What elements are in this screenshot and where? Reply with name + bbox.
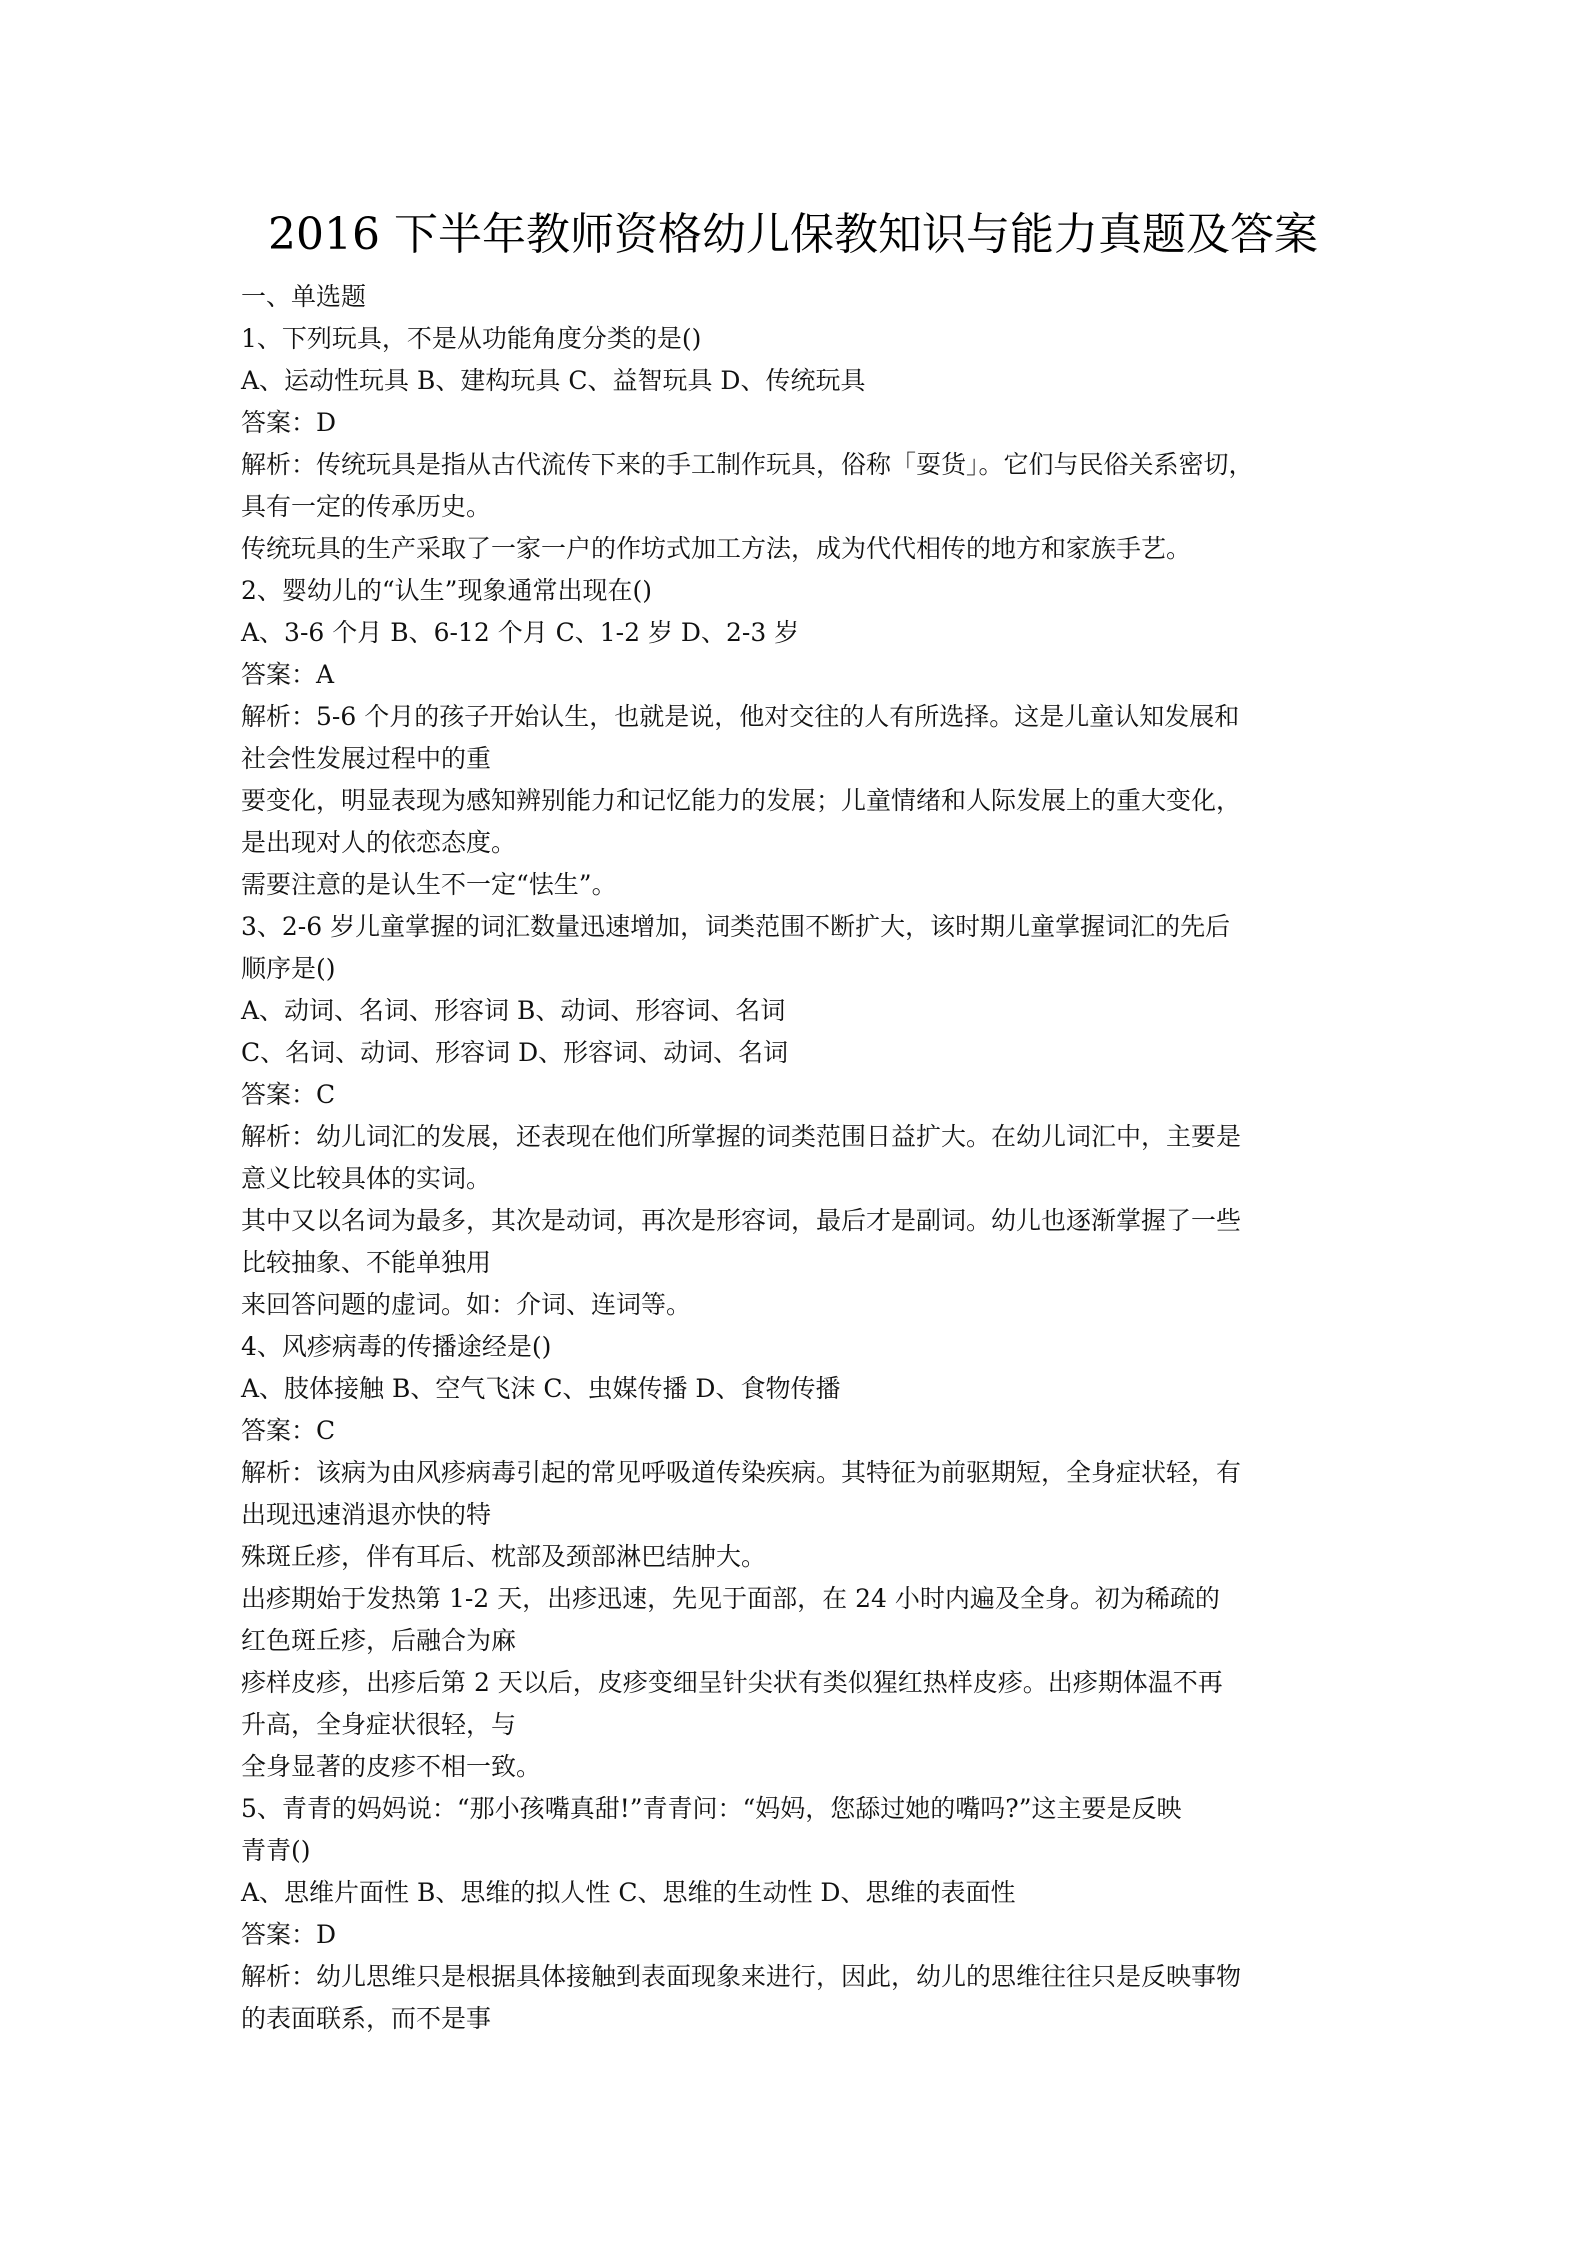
text-line: 答案：A xyxy=(241,660,335,689)
text-line: 答案：D xyxy=(241,1920,337,1949)
text-line: 是出现对人的依恋态度。 xyxy=(241,828,517,857)
text-line: 答案：D xyxy=(241,408,337,437)
text-line: 4、风疹病毒的传播途经是() xyxy=(241,1332,552,1361)
document-body xyxy=(241,276,1353,2040)
text-line: 解析：该病为由风疹病毒引起的常见呼吸道传染疾病。其特征为前驱期短，全身症状轻，有 xyxy=(241,1458,1242,1487)
text-line: 答案：C xyxy=(241,1080,336,1109)
text-line: 其中又以名词为最多，其次是动词，再次是形容词，最后才是副词。幼儿也逐渐掌握了一些 xyxy=(241,1206,1242,1235)
text-line: 答案：C xyxy=(241,1416,336,1445)
text-line: 1、下列玩具，不是从功能角度分类的是() xyxy=(241,324,702,353)
text-line: 升高，全身症状很轻，与 xyxy=(241,1710,517,1739)
text-line: 出疹期始于发热第 1-2 天，出疹迅速，先见于面部，在 24 小时内遍及全身。初为稀疏的 xyxy=(241,1584,1220,1613)
text-line: 要变化，明显表现为感知辨别能力和记忆能力的发展；儿童情绪和人际发展上的重大变化， xyxy=(241,786,1242,815)
text-line: 2、婴幼儿的“认生”现象通常出现在() xyxy=(241,576,652,605)
text-line: 解析：幼儿思维只是根据具体接触到表面现象来进行，因此，幼儿的思维往往只是反映事物 xyxy=(241,1962,1242,1991)
text-line: 全身显著的皮疹不相一致。 xyxy=(241,1752,542,1781)
text-line: 具有一定的传承历史。 xyxy=(241,492,492,521)
text-line: 需要注意的是认生不一定“怯生”。 xyxy=(241,870,617,899)
text-line: 5、青青的妈妈说：“那小孩嘴真甜!”青青问：“妈妈，您舔过她的嘴吗?”这主要是反映 xyxy=(241,1794,1182,1823)
text-line: 青青() xyxy=(241,1836,311,1865)
text-line: 顺序是() xyxy=(241,954,336,983)
text-line: 解析：5-6 个月的孩子开始认生，也就是说，他对交往的人有所选择。这是儿童认知发展和 xyxy=(241,702,1240,731)
document-title: 2016 下半年教师资格幼儿保教知识与能力真题及答案 xyxy=(268,209,1318,260)
text-line: A、动词、名词、形容词 B、动词、形容词、名词 xyxy=(241,996,786,1025)
text-line: 传统玩具的生产采取了一家一户的作坊式加工方法，成为代代相传的地方和家族手艺。 xyxy=(241,534,1192,563)
text-line: 疹样皮疹，出疹后第 2 天以后，皮疹变细呈针尖状有类似猩红热样皮疹。出疹期体温不再 xyxy=(241,1668,1223,1697)
text-line: 红色斑丘疹，后融合为麻 xyxy=(241,1626,517,1655)
text-line: 3、2-6 岁儿童掌握的词汇数量迅速增加，词类范围不断扩大，该时期儿童掌握词汇的先后 xyxy=(241,912,1231,941)
text-line: 来回答问题的虚词。如：介词、连词等。 xyxy=(241,1290,692,1319)
text-line: A、运动性玩具 B、建构玩具 C、益智玩具 D、传统玩具 xyxy=(241,366,866,395)
text-line: 意义比较具体的实词。 xyxy=(241,1164,492,1193)
text-line: 殊斑丘疹，伴有耳后、枕部及颈部淋巴结肿大。 xyxy=(241,1542,767,1571)
text-line: 比较抽象、不能单独用 xyxy=(241,1248,492,1277)
text-line: 一、单选题 xyxy=(241,282,367,311)
text-line: A、3-6 个月 B、6-12 个月 C、1-2 岁 D、2-3 岁 xyxy=(241,618,800,647)
text-line: 出现迅速消退亦快的特 xyxy=(241,1500,492,1529)
text-line: 解析：传统玩具是指从古代流传下来的手工制作玩具，俗称「耍货」。它们与民俗关系密切， xyxy=(241,450,1254,479)
text-line: 解析：幼儿词汇的发展，还表现在他们所掌握的词类范围日益扩大。在幼儿词汇中，主要是 xyxy=(241,1122,1242,1151)
text-line: 社会性发展过程中的重 xyxy=(241,744,492,773)
text-line: A、思维片面性 B、思维的拟人性 C、思维的生动性 D、思维的表面性 xyxy=(241,1878,1016,1907)
text-line: C、名词、动词、形容词 D、形容词、动词、名词 xyxy=(241,1038,789,1067)
text-line: A、肢体接触 B、空气飞沫 C、虫媒传播 D、食物传播 xyxy=(241,1374,841,1403)
text-line: 的表面联系，而不是事 xyxy=(241,2004,492,2033)
